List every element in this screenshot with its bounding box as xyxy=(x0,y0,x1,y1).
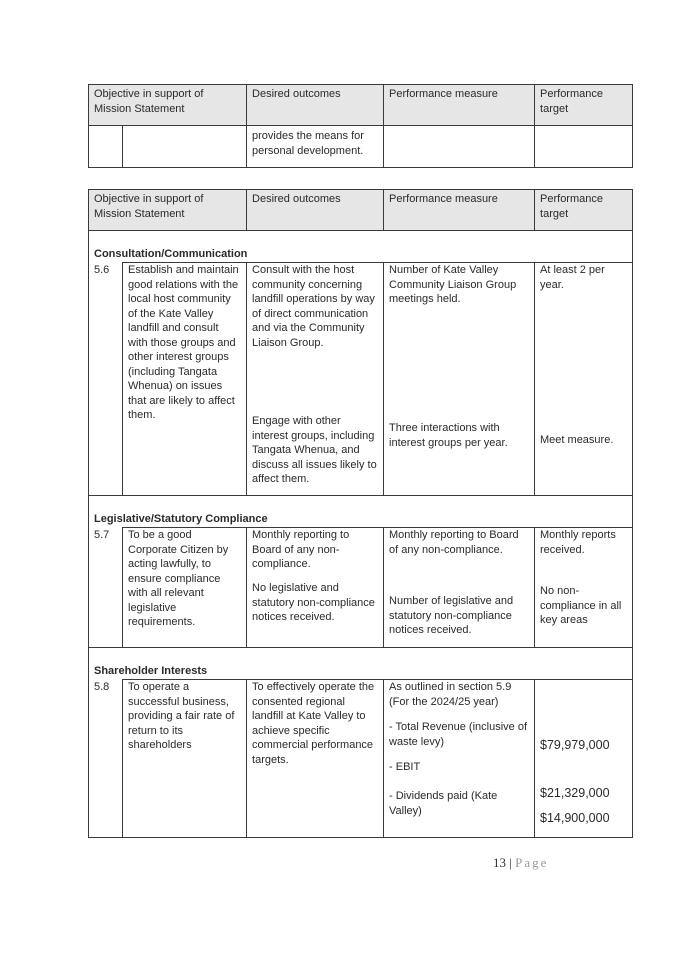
outcome-cell xyxy=(247,126,384,168)
measure-text-a: Number of Kate Valley Community Liaison Group meetings held. xyxy=(389,264,517,305)
table-row xyxy=(89,528,633,648)
page-footer xyxy=(493,855,548,871)
section-title-row xyxy=(89,648,633,680)
header-desired-outcomes: Desired outcomes xyxy=(247,190,384,231)
section-title-cell xyxy=(89,648,633,680)
section-title-row xyxy=(89,231,633,263)
measure-cell xyxy=(384,126,535,168)
objectives-table-continued xyxy=(88,84,633,168)
measure-text-b: Number of legislative and statutory non-compliance notices received. xyxy=(389,595,514,636)
objective-cell xyxy=(123,528,247,648)
section-number: 5.6 xyxy=(94,263,110,276)
section-title-cell xyxy=(89,231,633,263)
section-title-legislative: Legislative/Statutory Compliance xyxy=(94,513,268,525)
measure-cell xyxy=(384,263,535,496)
section-title-row xyxy=(89,496,633,528)
target-text-a: At least 2 per year. xyxy=(540,264,605,291)
page-word: Page xyxy=(515,855,549,870)
header-objective: Objective in support of Mission Statement xyxy=(89,190,247,231)
header-performance-target: Performance target xyxy=(535,85,633,126)
table-row xyxy=(89,680,633,838)
target-cell xyxy=(535,528,633,648)
section-title-shareholder: Shareholder Interests xyxy=(94,665,208,677)
number-cell xyxy=(89,263,123,496)
page-number: 13 xyxy=(493,855,506,870)
number-cell xyxy=(89,528,123,648)
outcome-cell xyxy=(247,263,384,496)
objective-text: Establish and maintain good relations with the local host community of the Kate Valley landfill and consult with those groups and other interest groups (including Tangata Whenua) on issues that are likely to affect them. xyxy=(128,264,239,421)
section-number: 5.7 xyxy=(94,528,110,541)
target-text-b: $21,329,000 xyxy=(540,786,610,800)
section-number: 5.8 xyxy=(94,680,110,693)
target-text-a: Monthly reports received. xyxy=(540,529,616,556)
page-separator: | xyxy=(509,855,512,870)
header-objective: Objective in support of Mission Statement xyxy=(89,85,247,126)
measure-cell xyxy=(384,528,535,648)
target-text-b: Meet measure. xyxy=(540,434,614,446)
objective-cell xyxy=(123,680,247,838)
header-desired-outcomes: Desired outcomes xyxy=(247,85,384,126)
measure-cell xyxy=(384,680,535,838)
target-cell xyxy=(535,126,633,168)
section-title-consultation: Consultation/Communication xyxy=(94,248,248,260)
table-row xyxy=(89,126,633,168)
target-text-c: $14,900,000 xyxy=(540,811,610,825)
measure-text-a: As outlined in section 5.9 (For the 2024/25 year) xyxy=(389,681,512,708)
objectives-table xyxy=(88,189,633,838)
objective-cell xyxy=(123,126,247,168)
table-header-row xyxy=(89,190,633,231)
header-performance-measure: Performance measure xyxy=(384,190,535,231)
objective-text: To be a good Corporate Citizen by acting lawfully, to ensure compliance with all relevant legislative requirements. xyxy=(128,529,229,628)
table-row xyxy=(89,263,633,496)
section-title-cell xyxy=(89,496,633,528)
target-text-a: $79,979,000 xyxy=(540,738,610,752)
outcome-cell xyxy=(247,680,384,838)
measure-text-b: - Total Revenue (inclusive of waste levy) xyxy=(389,721,527,748)
number-cell xyxy=(89,126,123,168)
outcome-text-a: Monthly reporting to Board of any non-compliance. xyxy=(252,529,350,570)
outcome-text-b: Engage with other interest groups, including Tangata Whenua, and discuss all issues likely to affect them. xyxy=(252,415,377,485)
measure-text-b: Three interactions with interest groups per year. xyxy=(389,422,508,449)
table-header-row xyxy=(89,85,633,126)
outcome-text: To effectively operate the consented regional landfill at Kate Valley to achieve specific commercial performance targets. xyxy=(252,681,375,766)
objective-text: To operate a successful business, providing a fair rate of return to its shareholders xyxy=(128,681,235,751)
outcome-text-a: Consult with the host community concerning landfill operations by way of direct communication and via the Community Liaison Group. xyxy=(252,264,375,349)
header-performance-target: Performance target xyxy=(535,190,633,231)
number-cell xyxy=(89,680,123,838)
objective-cell xyxy=(123,263,247,496)
measure-text-c: - EBIT xyxy=(389,761,421,773)
outcome-text-b: No legislative and statutory non-compliance notices received. xyxy=(252,582,375,623)
outcome-text: provides the means for personal development. xyxy=(252,130,364,157)
target-cell xyxy=(535,263,633,496)
target-text-b: No non-compliance in all key areas xyxy=(540,585,622,626)
header-performance-measure: Performance measure xyxy=(384,85,535,126)
measure-text-d: - Dividends paid (Kate Valley) xyxy=(389,790,498,817)
target-cell xyxy=(535,680,633,838)
outcome-cell xyxy=(247,528,384,648)
measure-text-a: Monthly reporting to Board of any non-compliance. xyxy=(389,529,519,556)
